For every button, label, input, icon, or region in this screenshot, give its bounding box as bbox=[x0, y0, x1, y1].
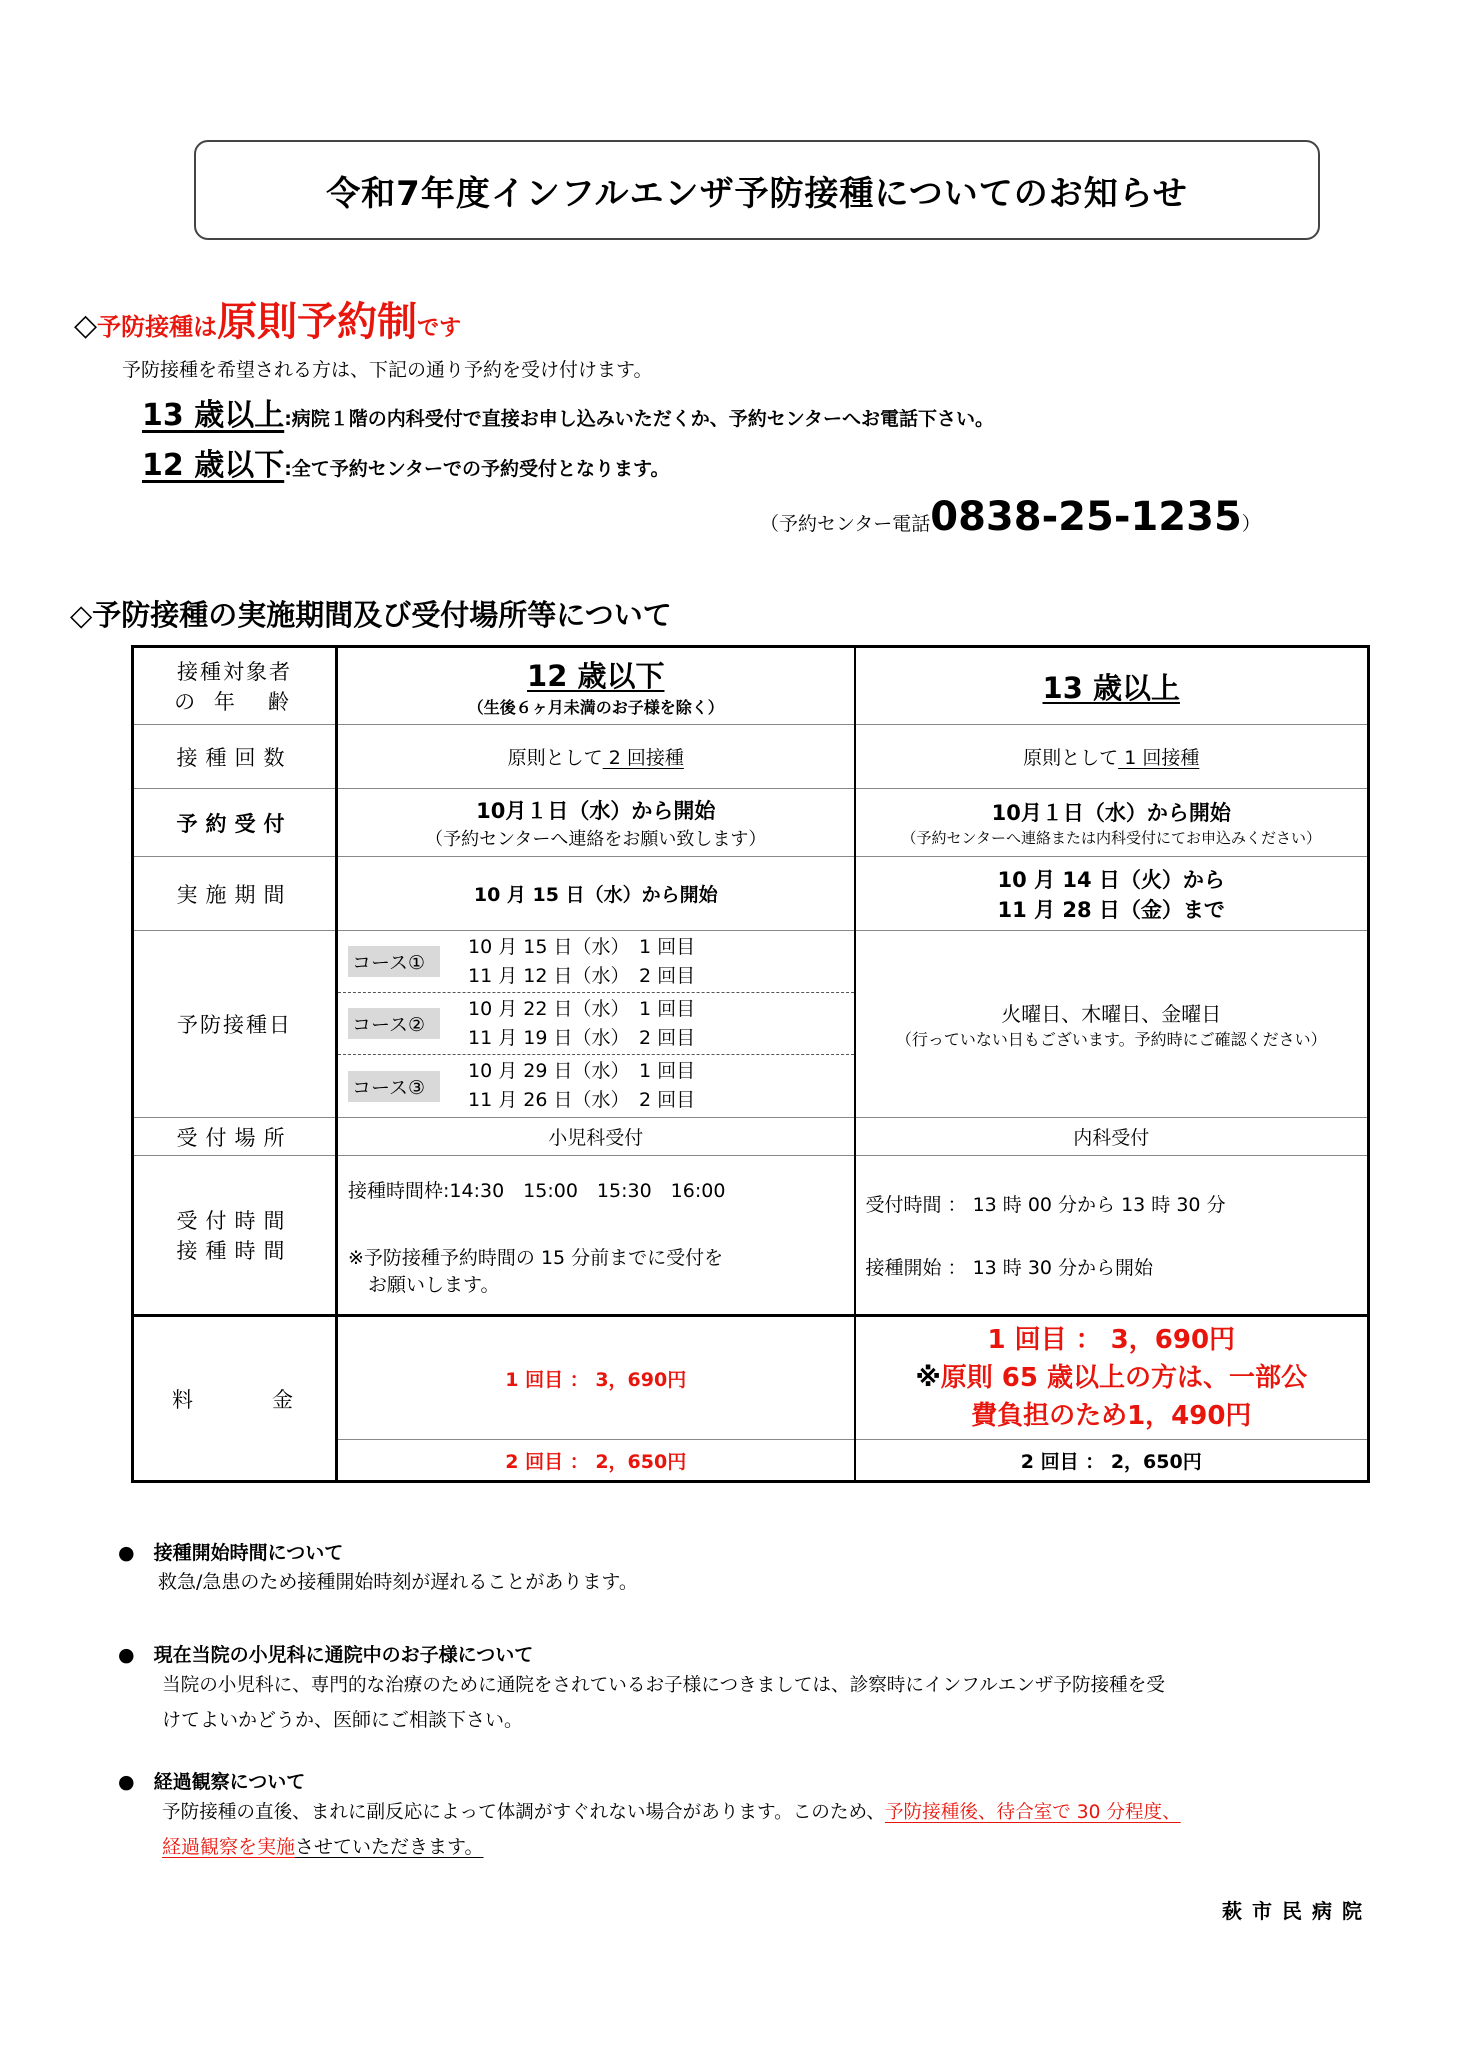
table-row-period bbox=[133, 857, 1369, 931]
fee-first-12-under: 1 回目 ： 3，690円 bbox=[337, 1316, 855, 1440]
table-row-reservation bbox=[133, 789, 1369, 857]
fee-senior-note bbox=[856, 1359, 1368, 1397]
course-date: 10 月 22 日（水） bbox=[468, 997, 620, 1020]
course-date: 11 月 12 日（水） bbox=[468, 964, 620, 987]
note-line bbox=[162, 1795, 1402, 1830]
place-12-under: 小児科受付 bbox=[337, 1118, 855, 1156]
section-reservation-heading bbox=[74, 290, 461, 347]
count-prefix: 原則として bbox=[507, 747, 603, 769]
row-label-period: 実施期間 bbox=[133, 857, 337, 931]
row-label-days: 予防接種日 bbox=[133, 931, 337, 1118]
diamond-icon: ◇ bbox=[74, 308, 98, 343]
count-13-over bbox=[855, 725, 1369, 789]
time-slots: 接種時間枠:14:30 15:00 15:30 16:00 bbox=[348, 1180, 726, 1202]
senior-note-line2: 費負担のため1，490円 bbox=[971, 1401, 1252, 1431]
heading-part-c: です bbox=[417, 316, 462, 341]
count-value: 1 回接種 bbox=[1118, 747, 1200, 769]
title-box bbox=[194, 140, 1320, 240]
reservation-13-over bbox=[855, 789, 1369, 857]
period-to: 11 月 28 日（金）まで bbox=[997, 897, 1225, 922]
reservation-note: （予約センターへ連絡をお願い致します） bbox=[425, 828, 767, 850]
organization-name: 萩市民病院 bbox=[1222, 1899, 1372, 1923]
age12-line bbox=[142, 440, 670, 484]
row-label-age bbox=[133, 647, 337, 725]
age13-text: :病院１階の内科受付で直接お申し込みいただくか、予約センターへお電話下さい。 bbox=[284, 408, 995, 430]
table-row-count bbox=[133, 725, 1369, 789]
age-label-line1: 接種対象者 bbox=[177, 660, 292, 684]
place-13-over: 内科受付 bbox=[855, 1118, 1369, 1156]
note-tail: させていただきます。 bbox=[295, 1836, 484, 1858]
bullet-icon: ● bbox=[118, 1542, 135, 1564]
section-schedule-heading: ◇予防接種の実施期間及び受付場所等について bbox=[70, 598, 672, 632]
bullet-icon: ● bbox=[118, 1644, 135, 1666]
course-date: 10 月 15 日（水） bbox=[468, 935, 620, 958]
course-item bbox=[338, 993, 854, 1055]
note-body-1: 救急/急患のため接種開始時刻が遅れることがあります。 bbox=[158, 1571, 638, 1593]
table-row-time bbox=[133, 1156, 1369, 1316]
heading-part-a: 予防接種は bbox=[97, 313, 218, 341]
course-date: 11 月 26 日（水） bbox=[468, 1089, 620, 1111]
count-value: 2 回接種 bbox=[602, 747, 684, 769]
row-label-reservation: 予約受付 bbox=[133, 789, 337, 857]
course-dates bbox=[468, 995, 695, 1053]
reception-time: 受付時間 ： 13 時 00 分から 13 時 30 分 bbox=[865, 1194, 1226, 1216]
table-row-place bbox=[133, 1118, 1369, 1156]
note-line: けてよいかどうか、医師にご相談下さい。 bbox=[162, 1709, 524, 1731]
reservation-12-under bbox=[337, 789, 855, 857]
note-mark: ※ bbox=[915, 1363, 941, 1393]
table-row-fee-first bbox=[133, 1316, 1369, 1440]
row-label-fee: 料 金 bbox=[133, 1316, 337, 1482]
time-label-line1: 受付時間 bbox=[176, 1209, 293, 1233]
course-dates bbox=[468, 933, 695, 991]
note-line bbox=[162, 1830, 1402, 1865]
note-title-1 bbox=[118, 1538, 343, 1565]
period-from: 10 月 14 日（火）から bbox=[997, 867, 1225, 892]
time-12-under bbox=[337, 1156, 855, 1316]
course-list bbox=[338, 931, 854, 1117]
note-title: 経過観察について bbox=[153, 1771, 306, 1793]
fee-second-12-under: 2 回目 ： 2，650円 bbox=[337, 1440, 855, 1482]
col-header-13-over bbox=[855, 647, 1369, 725]
age13-line bbox=[142, 390, 994, 434]
course-date: 11 月 19 日（水） bbox=[468, 1026, 620, 1049]
bullet-icon: ● bbox=[118, 1771, 135, 1793]
course-tag: コース③ bbox=[348, 1071, 440, 1102]
phone-close: ） bbox=[1241, 513, 1261, 535]
note-plain: 予防接種の直後、まれに副反応によって体調がすぐれない場合があります。このため、 bbox=[162, 1802, 885, 1823]
time-13-over bbox=[855, 1156, 1369, 1316]
table-row-days bbox=[133, 931, 1369, 1118]
note-title: 現在当院の小児科に通院中のお子様について bbox=[153, 1644, 534, 1666]
heading-part-b: 原則予約制 bbox=[217, 299, 418, 345]
time-note: ※予防接種予約時間の 15 分前までに受付を bbox=[348, 1247, 724, 1269]
weekdays-note: （行っていない日もございます。予約時にご確認ください） bbox=[895, 1030, 1327, 1049]
page-title: 令和7年度インフルエンザ予防接種についてのお知らせ bbox=[326, 173, 1188, 214]
schedule-table bbox=[131, 645, 1370, 1483]
intro-text: 予防接種を希望される方は、下記の通り予約を受け付けます。 bbox=[122, 359, 653, 381]
age12-label: 12 歳以下 bbox=[142, 448, 285, 483]
note-body-3 bbox=[162, 1795, 1402, 1865]
senior-note-line1: 原則 65 歳以上の方は、一部公 bbox=[940, 1363, 1308, 1393]
dose-number: 2 回目 bbox=[639, 1089, 696, 1111]
days-13-over bbox=[855, 931, 1369, 1118]
count-12-under bbox=[337, 725, 855, 789]
row-label-time bbox=[133, 1156, 337, 1316]
note-emphasis: 経過観察を実施 bbox=[162, 1836, 296, 1858]
note-line: 当院の小児科に、専門的な治療のために通院をされているお子様につきましては、診察時にインフルエンザ予防接種を受 bbox=[162, 1675, 1165, 1696]
age13-label: 13 歳以上 bbox=[142, 398, 285, 433]
time-note-cont: お願いします。 bbox=[368, 1274, 500, 1296]
note-title-2 bbox=[118, 1640, 533, 1667]
note-title: 接種開始時間について bbox=[153, 1542, 344, 1564]
table-row-header bbox=[133, 647, 1369, 725]
course-tag: コース① bbox=[348, 946, 440, 977]
note-body-2 bbox=[162, 1668, 1402, 1738]
phone-number[interactable]: 0838-25-1235 bbox=[930, 494, 1242, 540]
dose-number: 1 回目 bbox=[639, 997, 696, 1020]
vaccination-start: 接種開始 ： 13 時 30 分から開始 bbox=[865, 1257, 1154, 1279]
age-label-line2: の 年 齢 bbox=[174, 690, 295, 714]
time-label-line2: 接種時間 bbox=[176, 1239, 293, 1263]
course-dates bbox=[468, 1057, 695, 1115]
course-item bbox=[338, 931, 854, 993]
count-prefix: 原則として bbox=[1023, 747, 1119, 769]
age12-text: :全て予約センターでの予約受付となります。 bbox=[284, 458, 670, 480]
row-label-count: 接種回数 bbox=[133, 725, 337, 789]
note-title-3 bbox=[118, 1767, 305, 1794]
days-12-under bbox=[337, 931, 855, 1118]
row-label-place: 受付場所 bbox=[133, 1118, 337, 1156]
dose-number: 2 回目 bbox=[639, 964, 696, 987]
col1-title: 12 歳以下 bbox=[527, 659, 665, 693]
reservation-start: 10月１日（水）から開始 bbox=[476, 798, 716, 823]
reservation-start: 10月１日（水）から開始 bbox=[991, 801, 1231, 825]
col-header-12-under bbox=[337, 647, 855, 725]
fee-second-13-over: 2 回目 ： 2，650円 bbox=[855, 1440, 1369, 1482]
col1-subtitle: （生後６ヶ月未満のお子様を除く） bbox=[467, 698, 724, 717]
phone-label: （予約センター電話 bbox=[760, 513, 931, 535]
weekdays: 火曜日、木曜日、金曜日 bbox=[1001, 1002, 1222, 1026]
dose-number: 1 回目 bbox=[639, 935, 696, 958]
col2-title: 13 歳以上 bbox=[1042, 670, 1180, 705]
period-13-over bbox=[855, 857, 1369, 931]
dose-number: 2 回目 bbox=[639, 1026, 696, 1049]
note-emphasis: 予防接種後、待合室で 30 分程度、 bbox=[884, 1802, 1181, 1823]
fee-first: 1 回目 ： 3，690円 bbox=[987, 1325, 1236, 1355]
course-tag: コース② bbox=[348, 1008, 440, 1039]
phone-line bbox=[760, 494, 1261, 540]
course-date: 10 月 29 日（水） bbox=[468, 1060, 620, 1082]
period-12-under: 10 月 15 日（水）から開始 bbox=[337, 857, 855, 931]
reservation-note: （予約センターへ連絡または内科受付にてお申込みください） bbox=[901, 829, 1321, 847]
course-item bbox=[338, 1055, 854, 1117]
dose-number: 1 回目 bbox=[639, 1060, 696, 1082]
fee-first-13-over bbox=[855, 1316, 1369, 1440]
